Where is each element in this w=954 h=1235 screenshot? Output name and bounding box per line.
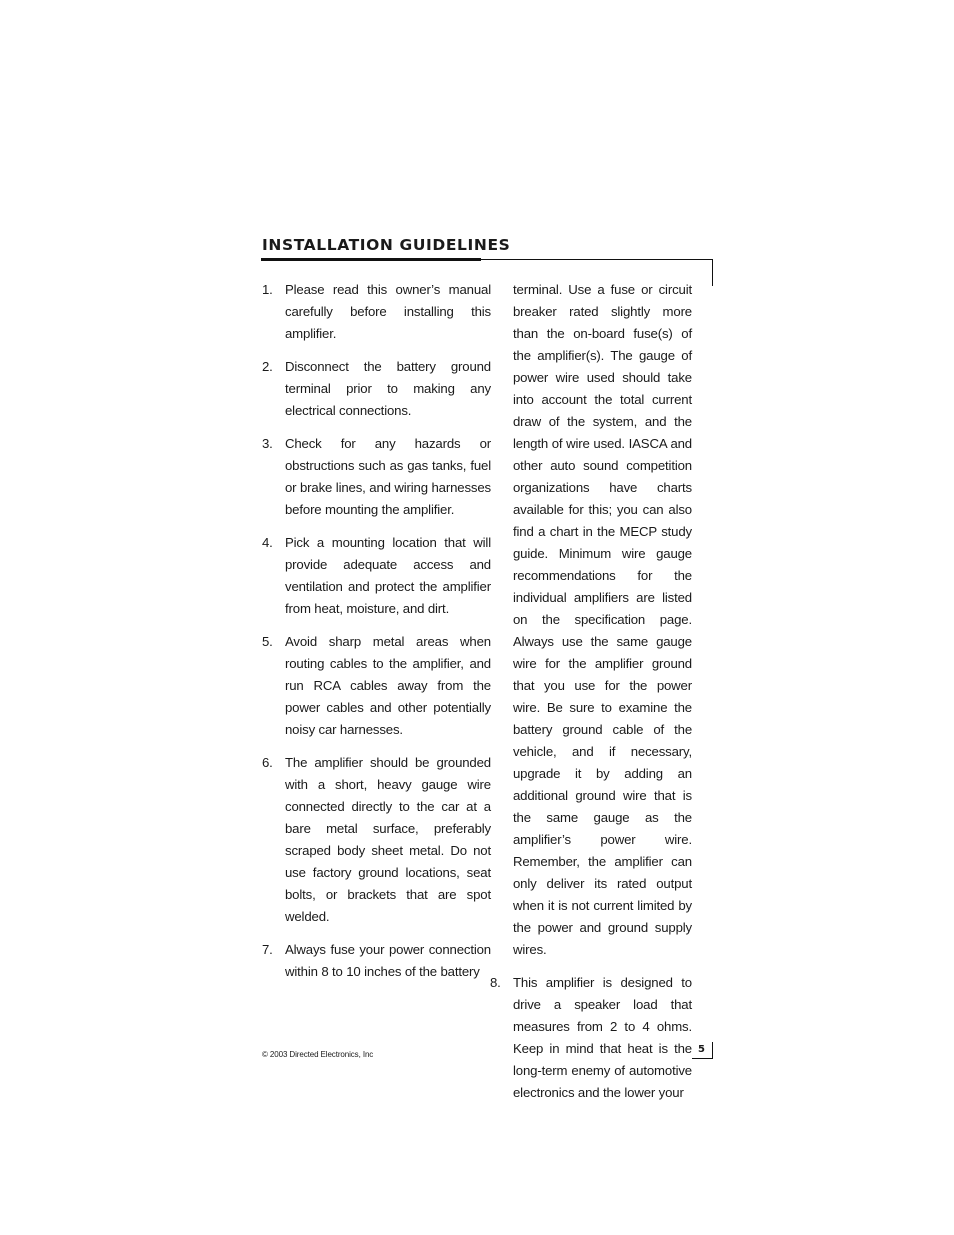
list-item — [262, 279, 491, 345]
item-number: 4. — [262, 535, 273, 550]
page-number-tick — [712, 1042, 713, 1058]
item-number: 3. — [262, 436, 273, 451]
item-number: 2. — [262, 359, 273, 374]
item-number: 8. — [490, 975, 501, 990]
item-text: Avoid sharp metal areas when routing cables to the amplifier, and run RCA cables away from the power cables and other potentially noisy car harnesses. — [285, 634, 491, 737]
copyright-footer: © 2003 Directed Electronics, Inc — [262, 1050, 374, 1059]
item-text: Check for any hazards or obstructions such as gas tanks, fuel or brake lines, and wiring harnesses before mounting the amplifier. — [285, 436, 491, 517]
item-text: This amplifier is designed to drive a speaker load that measures from 2 to 4 ohms. Keep in mind that heat is the long-term enemy of automotive electronics and the lower your — [513, 975, 692, 1100]
list-item — [490, 972, 692, 1104]
item-number: 1. — [262, 282, 273, 297]
left-column — [262, 279, 491, 994]
item-text: Disconnect the battery ground terminal prior to making any electrical connections. — [285, 359, 491, 418]
page-number: 5 — [698, 1044, 705, 1055]
right-column — [490, 279, 692, 1115]
list-item — [262, 752, 491, 928]
item-text: The amplifier should be grounded with a short, heavy gauge wire connected directly to the car at a bare metal surface, preferably scraped body sheet metal. Do not use factory ground locations, seat bolts, or brackets that are spot welded. — [285, 755, 491, 924]
list-item — [262, 939, 491, 983]
section-heading: INSTALLATION GUIDELINES — [262, 236, 511, 254]
heading-underline — [261, 258, 481, 261]
list-item — [262, 532, 491, 620]
item-text: Please read this owner’s manual carefully before installing this amplifier. — [285, 282, 491, 341]
page-number-rule — [692, 1058, 713, 1059]
item-number: 5. — [262, 634, 273, 649]
item-number: 6. — [262, 755, 273, 770]
item-text: Pick a mounting location that will provide adequate access and ventilation and protect the amplifier from heat, moisture, and dirt. — [285, 535, 491, 616]
item-text: Always fuse your power connection within 8 to 10 inches of the battery — [285, 942, 491, 979]
header-rule-line — [481, 259, 713, 260]
list-item — [262, 631, 491, 741]
header-rule-tick — [712, 259, 713, 286]
list-item — [262, 356, 491, 422]
item-number: 7. — [262, 942, 273, 957]
list-item — [262, 433, 491, 521]
item-7-continuation: terminal. Use a fuse or circuit breaker rated slightly more than the on-board fuse(s) of the amplifier(s). The gauge of power wire used should take into account the total current draw of the system, and the length of wire used. IASCA and other auto sound competition organizations have charts available for this; you can also find a chart in the MECP study guide. Minimum wire gauge recommendations for the individual amplifiers are listed on the specification page. Always use the same gauge wire for the amplifier ground that you use for the power wire. Be sure to examine the battery ground cable of the vehicle, and if necessary, upgrade it by adding an additional ground wire that is the same gauge as the amplifier’s power wire. Remember, the amplifier can only deliver its rated output when it is not current limited by the power and ground supply wires. — [513, 282, 692, 957]
